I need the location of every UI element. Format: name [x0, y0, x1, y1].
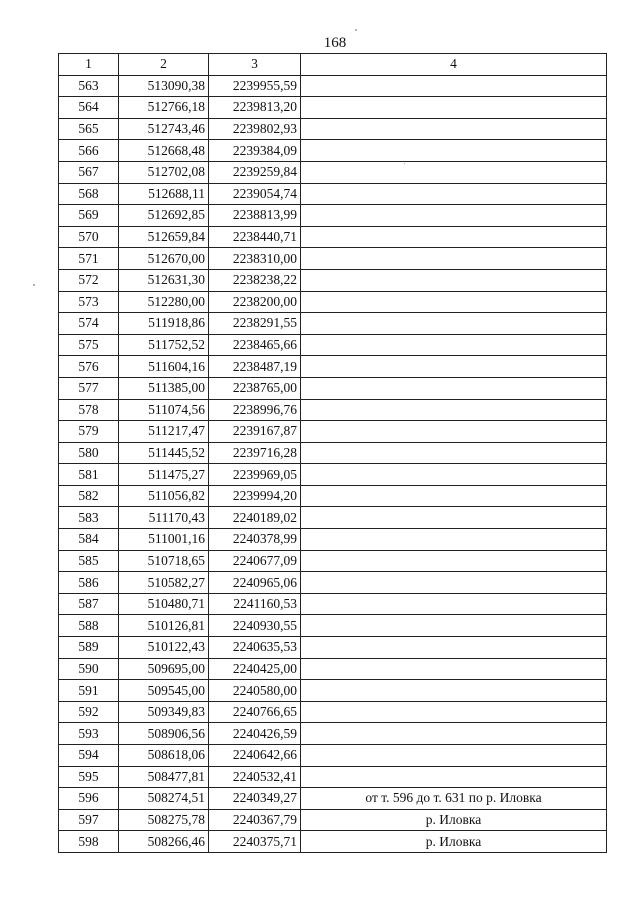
description-cell	[301, 399, 607, 421]
y-coordinate-cell: 2240367,79	[209, 809, 301, 831]
y-coordinate-cell: 2240375,71	[209, 831, 301, 853]
page-number: 168	[323, 35, 347, 51]
coordinates-table	[58, 53, 607, 853]
description-cell	[301, 118, 607, 140]
x-coordinate-cell: 510126,81	[119, 615, 209, 637]
point-number-cell: 593	[59, 723, 119, 745]
y-coordinate-cell: 2238440,71	[209, 226, 301, 248]
table-header-row	[59, 54, 607, 76]
description-cell: от т. 596 до т. 631 по р. Иловка	[301, 788, 607, 810]
x-coordinate-cell: 512280,00	[119, 291, 209, 313]
table-row	[59, 291, 607, 313]
table-row	[59, 464, 607, 486]
x-coordinate-cell: 512631,30	[119, 269, 209, 291]
description-cell	[301, 680, 607, 702]
point-number-cell: 578	[59, 399, 119, 421]
description-cell	[301, 248, 607, 270]
description-cell	[301, 226, 607, 248]
point-number-cell: 577	[59, 377, 119, 399]
table-row	[59, 97, 607, 119]
x-coordinate-cell: 512766,18	[119, 97, 209, 119]
y-coordinate-cell: 2240642,66	[209, 745, 301, 767]
point-number-cell: 579	[59, 421, 119, 443]
point-number-cell: 594	[59, 745, 119, 767]
point-number-cell: 569	[59, 205, 119, 227]
x-coordinate-cell: 512743,46	[119, 118, 209, 140]
scan-speck	[355, 29, 357, 31]
y-coordinate-cell: 2240930,55	[209, 615, 301, 637]
description-cell	[301, 766, 607, 788]
table-row	[59, 205, 607, 227]
column-header-2: 2	[119, 54, 209, 76]
point-number-cell: 568	[59, 183, 119, 205]
x-coordinate-cell: 511752,52	[119, 334, 209, 356]
y-coordinate-cell: 2240189,02	[209, 507, 301, 529]
table-row	[59, 226, 607, 248]
point-number-cell: 588	[59, 615, 119, 637]
description-cell	[301, 291, 607, 313]
x-coordinate-cell: 512670,00	[119, 248, 209, 270]
table-row	[59, 615, 607, 637]
y-coordinate-cell: 2240635,53	[209, 637, 301, 659]
table-row	[59, 529, 607, 551]
table-row	[59, 809, 607, 831]
point-number-cell: 574	[59, 313, 119, 335]
y-coordinate-cell: 2239802,93	[209, 118, 301, 140]
y-coordinate-cell: 2239955,59	[209, 75, 301, 97]
x-coordinate-cell: 511918,86	[119, 313, 209, 335]
point-number-cell: 564	[59, 97, 119, 119]
description-cell	[301, 615, 607, 637]
scan-speck	[404, 163, 405, 164]
x-coordinate-cell: 509545,00	[119, 680, 209, 702]
x-coordinate-cell: 510718,65	[119, 550, 209, 572]
table-row	[59, 637, 607, 659]
table-row	[59, 442, 607, 464]
y-coordinate-cell: 2239994,20	[209, 485, 301, 507]
description-cell	[301, 658, 607, 680]
point-number-cell: 596	[59, 788, 119, 810]
table-row	[59, 701, 607, 723]
x-coordinate-cell: 512659,84	[119, 226, 209, 248]
point-number-cell: 598	[59, 831, 119, 853]
y-coordinate-cell: 2240766,65	[209, 701, 301, 723]
description-cell	[301, 572, 607, 594]
y-coordinate-cell: 2240677,09	[209, 550, 301, 572]
y-coordinate-cell: 2239716,28	[209, 442, 301, 464]
y-coordinate-cell: 2238200,00	[209, 291, 301, 313]
x-coordinate-cell: 511001,16	[119, 529, 209, 551]
x-coordinate-cell: 511217,47	[119, 421, 209, 443]
x-coordinate-cell: 508477,81	[119, 766, 209, 788]
y-coordinate-cell: 2241160,53	[209, 593, 301, 615]
y-coordinate-cell: 2240580,00	[209, 680, 301, 702]
point-number-cell: 572	[59, 269, 119, 291]
description-cell	[301, 140, 607, 162]
x-coordinate-cell: 510122,43	[119, 637, 209, 659]
table-row	[59, 572, 607, 594]
y-coordinate-cell: 2239054,74	[209, 183, 301, 205]
x-coordinate-cell: 508275,78	[119, 809, 209, 831]
point-number-cell: 587	[59, 593, 119, 615]
point-number-cell: 571	[59, 248, 119, 270]
point-number-cell: 570	[59, 226, 119, 248]
x-coordinate-cell: 511604,16	[119, 356, 209, 378]
y-coordinate-cell: 2239384,09	[209, 140, 301, 162]
table-row	[59, 356, 607, 378]
point-number-cell: 565	[59, 118, 119, 140]
table-row	[59, 183, 607, 205]
table-row	[59, 485, 607, 507]
y-coordinate-cell: 2238291,55	[209, 313, 301, 335]
table-row	[59, 248, 607, 270]
table-row	[59, 140, 607, 162]
x-coordinate-cell: 511170,43	[119, 507, 209, 529]
x-coordinate-cell: 508274,51	[119, 788, 209, 810]
point-number-cell: 563	[59, 75, 119, 97]
point-number-cell: 567	[59, 161, 119, 183]
description-cell	[301, 183, 607, 205]
table-row	[59, 75, 607, 97]
table-row	[59, 421, 607, 443]
y-coordinate-cell: 2239259,84	[209, 161, 301, 183]
description-cell	[301, 745, 607, 767]
y-coordinate-cell: 2239813,20	[209, 97, 301, 119]
table-row	[59, 377, 607, 399]
description-cell	[301, 205, 607, 227]
x-coordinate-cell: 511385,00	[119, 377, 209, 399]
table-row	[59, 745, 607, 767]
table-row	[59, 161, 607, 183]
description-cell	[301, 97, 607, 119]
x-coordinate-cell: 512688,11	[119, 183, 209, 205]
x-coordinate-cell: 512702,08	[119, 161, 209, 183]
x-coordinate-cell: 509349,83	[119, 701, 209, 723]
description-cell	[301, 593, 607, 615]
point-number-cell: 586	[59, 572, 119, 594]
description-cell	[301, 507, 607, 529]
column-header-1: 1	[59, 54, 119, 76]
point-number-cell: 595	[59, 766, 119, 788]
x-coordinate-cell: 511056,82	[119, 485, 209, 507]
table-row	[59, 593, 607, 615]
table-row	[59, 658, 607, 680]
point-number-cell: 589	[59, 637, 119, 659]
description-cell	[301, 161, 607, 183]
x-coordinate-cell: 511074,56	[119, 399, 209, 421]
y-coordinate-cell: 2239167,87	[209, 421, 301, 443]
description-cell	[301, 637, 607, 659]
table-row	[59, 507, 607, 529]
y-coordinate-cell: 2240425,00	[209, 658, 301, 680]
table-row	[59, 334, 607, 356]
description-cell	[301, 701, 607, 723]
description-cell	[301, 377, 607, 399]
table-row	[59, 831, 607, 853]
description-cell: р. Иловка	[301, 831, 607, 853]
point-number-cell: 566	[59, 140, 119, 162]
point-number-cell: 584	[59, 529, 119, 551]
scan-speck	[33, 284, 35, 286]
y-coordinate-cell: 2239969,05	[209, 464, 301, 486]
x-coordinate-cell: 510480,71	[119, 593, 209, 615]
y-coordinate-cell: 2238813,99	[209, 205, 301, 227]
x-coordinate-cell: 510582,27	[119, 572, 209, 594]
description-cell: р. Иловка	[301, 809, 607, 831]
column-header-3: 3	[209, 54, 301, 76]
y-coordinate-cell: 2238487,19	[209, 356, 301, 378]
description-cell	[301, 334, 607, 356]
description-cell	[301, 75, 607, 97]
y-coordinate-cell: 2240532,41	[209, 766, 301, 788]
table-row	[59, 399, 607, 421]
description-cell	[301, 529, 607, 551]
point-number-cell: 592	[59, 701, 119, 723]
description-cell	[301, 550, 607, 572]
description-cell	[301, 485, 607, 507]
point-number-cell: 580	[59, 442, 119, 464]
point-number-cell: 573	[59, 291, 119, 313]
y-coordinate-cell: 2238238,22	[209, 269, 301, 291]
x-coordinate-cell: 508906,56	[119, 723, 209, 745]
description-cell	[301, 464, 607, 486]
table-row	[59, 550, 607, 572]
y-coordinate-cell: 2238310,00	[209, 248, 301, 270]
x-coordinate-cell: 511445,52	[119, 442, 209, 464]
table-row	[59, 680, 607, 702]
y-coordinate-cell: 2238765,00	[209, 377, 301, 399]
x-coordinate-cell: 512668,48	[119, 140, 209, 162]
description-cell	[301, 421, 607, 443]
y-coordinate-cell: 2240349,27	[209, 788, 301, 810]
point-number-cell: 591	[59, 680, 119, 702]
table-row	[59, 788, 607, 810]
table-row	[59, 313, 607, 335]
table-body	[59, 75, 607, 852]
x-coordinate-cell: 508266,46	[119, 831, 209, 853]
description-cell	[301, 356, 607, 378]
description-cell	[301, 442, 607, 464]
x-coordinate-cell: 508618,06	[119, 745, 209, 767]
point-number-cell: 597	[59, 809, 119, 831]
y-coordinate-cell: 2238465,66	[209, 334, 301, 356]
table-row	[59, 118, 607, 140]
x-coordinate-cell: 509695,00	[119, 658, 209, 680]
point-number-cell: 582	[59, 485, 119, 507]
point-number-cell: 575	[59, 334, 119, 356]
description-cell	[301, 313, 607, 335]
description-cell	[301, 723, 607, 745]
y-coordinate-cell: 2240378,99	[209, 529, 301, 551]
point-number-cell: 590	[59, 658, 119, 680]
x-coordinate-cell: 513090,38	[119, 75, 209, 97]
x-coordinate-cell: 511475,27	[119, 464, 209, 486]
y-coordinate-cell: 2238996,76	[209, 399, 301, 421]
point-number-cell: 585	[59, 550, 119, 572]
point-number-cell: 583	[59, 507, 119, 529]
table-row	[59, 766, 607, 788]
point-number-cell: 581	[59, 464, 119, 486]
y-coordinate-cell: 2240965,06	[209, 572, 301, 594]
description-cell	[301, 269, 607, 291]
point-number-cell: 576	[59, 356, 119, 378]
column-header-4: 4	[301, 54, 607, 76]
x-coordinate-cell: 512692,85	[119, 205, 209, 227]
table-row	[59, 269, 607, 291]
y-coordinate-cell: 2240426,59	[209, 723, 301, 745]
table-row	[59, 723, 607, 745]
